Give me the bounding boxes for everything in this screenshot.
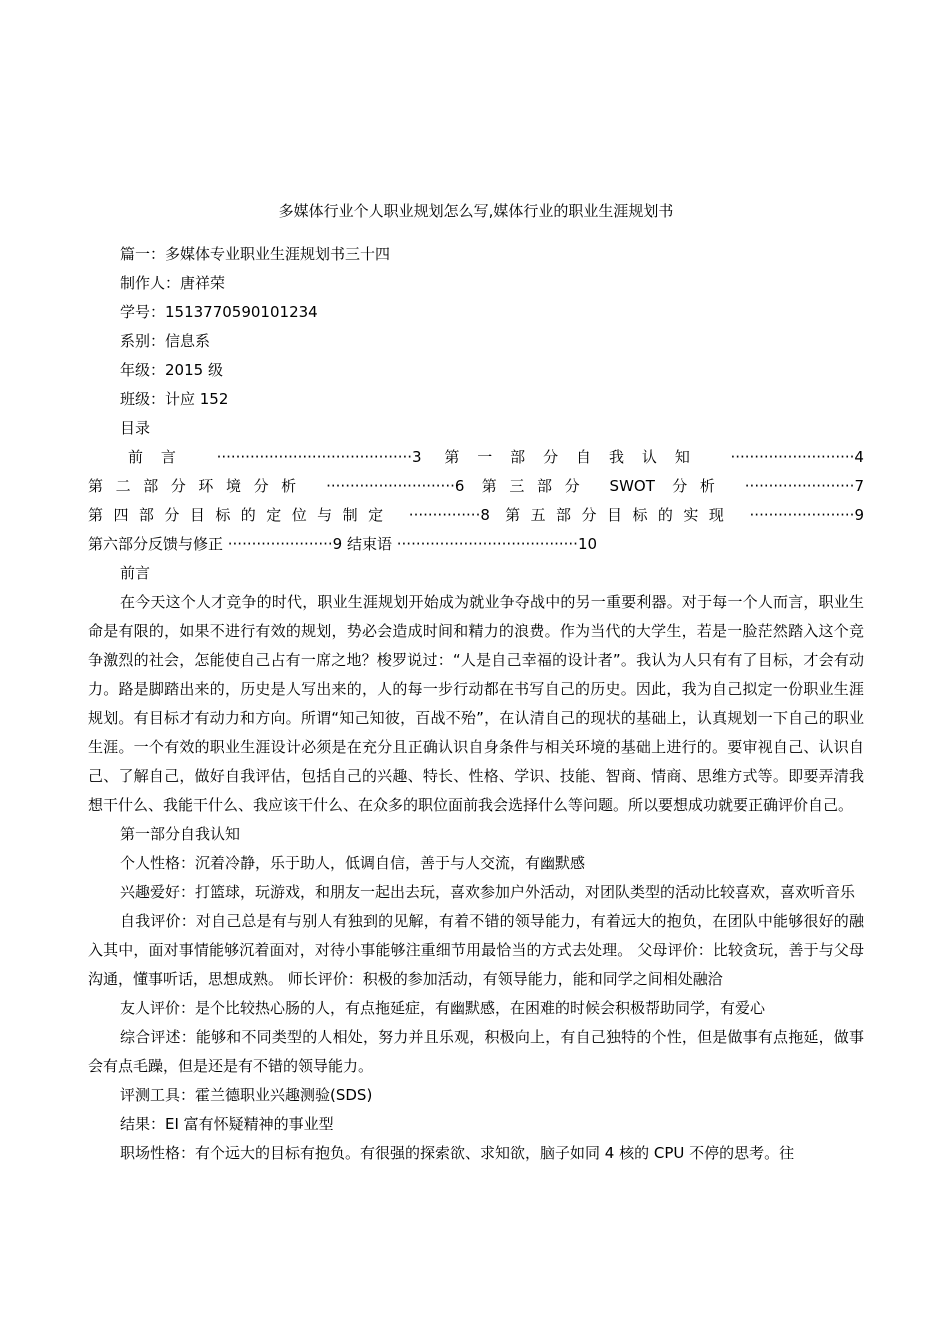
toc-entry: 结束语 ······································10 xyxy=(347,535,598,553)
friends-evaluation-paragraph: 友人评价：是个比较热心肠的人，有点拖延症，有幽默感，在困难的时候会积极帮助同学，有爱心 xyxy=(120,999,766,1017)
article-heading: 篇一：多媒体专业职业生涯规划书三十四 xyxy=(120,245,391,263)
toc-entry: 第四部分目标的定位与制定 ···············8 xyxy=(88,506,490,524)
preface-paragraph: 在今天这个人才竞争的时代，职业生涯规划开始成为就业争夺战中的另一重要利器。对于每一个人而言，职业生命是有限的，如果不进行有效的规划，势必会造成时间和精力的浪费。作为当代的大学生，若是一脸茫然踏入这个竞争激烈的社会，怎能使自己占有一席之地？梭罗说过：“人是自己幸福的设计者”。我认为人只有有了目标，才会有动力。路是脚踏出来的，历史是人写出来的，人的每一步行动都在书写自己的历史。因此，我为自己拟定一份职业生涯规划。有目标才有动力和方向。所谓“知己知彼，百战不殆”，在认清自己的现状的基础上，认真规划一下自己的职业生涯。一个有效的职业生涯设计必须是在充分且正确认识自身条件与相关环境的基础上进行的。要审视自己、认识自己、了解自己，做好自我评估，包括自己的兴趣、特长、性格、学识、技能、智商、情商、思维方式等。即要弄清我想干什么、我能干什么、我应该干什么、在众多的职位面前我会选择什么等问题。所以要想成功就要正确评价自己。 xyxy=(88,593,864,814)
toc-entry: 第一部分自我认知 ··························4 xyxy=(444,448,864,466)
toc-entry: 第五部分目标的实现 ······················9 xyxy=(505,506,864,524)
author-line: 制作人：唐祥荣 xyxy=(120,274,226,292)
hobbies-paragraph: 兴趣爱好：打篮球，玩游戏，和朋友一起出去玩，喜欢参加户外活动，对团队类型的活动比较喜欢，喜欢听音乐 xyxy=(120,883,856,901)
toc-entry: 第二部分环境分析 ···························6 xyxy=(88,477,465,495)
class-line: 班级：计应 152 xyxy=(120,390,229,408)
student-id-line: 学号：1513770590101234 xyxy=(120,303,318,321)
summary-paragraph: 综合评述：能够和不同类型的人相处，努力并且乐观，积极向上，有自己独特的个性，但是做事有点拖延，做事会有点毛躁，但是还是有不错的领导能力。 xyxy=(88,1028,864,1075)
assessment-tool-paragraph: 评测工具：霍兰德职业兴趣测验(SDS) xyxy=(120,1086,373,1104)
personality-paragraph: 个人性格：沉着冷静，乐于助人，低调自信，善于与人交流，有幽默感 xyxy=(120,854,586,872)
table-of-contents xyxy=(88,443,864,559)
self-evaluation-paragraph: 自我评价：对自己总是有与别人有独到的见解，有着不错的领导能力，有着远大的抱负，在团队中能够很好的融入其中，面对事情能够沉着面对，对待小事能够注重细节用最恰当的方式去处理。 父母评价：比较贪玩，善于与父母沟通，懂事听话，思想成熟。 师长评价：积极的参加活动，有领导能力，能和同学之间相处融洽 xyxy=(88,912,864,988)
toc-heading: 目录 xyxy=(120,419,151,437)
grade-line: 年级：2015 级 xyxy=(120,361,223,379)
toc-entry: 第三部分 SWOT 分析 ·······················7 xyxy=(481,477,864,495)
toc-entry: 第六部分反馈与修正 ······················9 xyxy=(88,535,343,553)
toc-entry: 前言 ·········································3 xyxy=(128,448,422,466)
section-heading-self-awareness: 第一部分自我认知 xyxy=(120,825,241,843)
result-paragraph: 结果：EI 富有怀疑精神的事业型 xyxy=(120,1115,334,1133)
section-heading-preface: 前言 xyxy=(120,564,151,582)
document-title: 多媒体行业个人职业规划怎么写,媒体行业的职业生涯规划书 xyxy=(278,202,674,220)
document-page xyxy=(88,200,864,1168)
work-personality-paragraph: 职场性格：有个远大的目标有抱负。有很强的探索欲、求知欲，脑子如同 4 核的 CPU 不停的思考。往 xyxy=(120,1144,795,1162)
department-line: 系别：信息系 xyxy=(120,332,211,350)
